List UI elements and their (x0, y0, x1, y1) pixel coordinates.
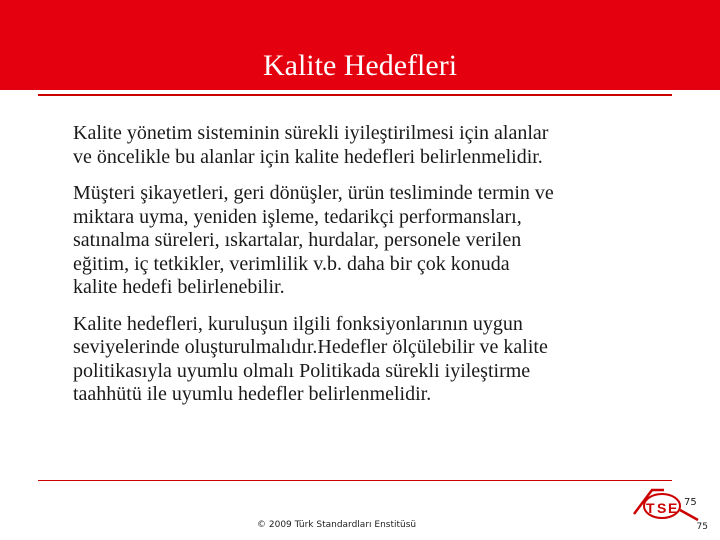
svg-text:T: T (646, 500, 655, 516)
paragraph-3: Kalite hedefleri, kuruluşun ilgili fonksiyonlarının uygun seviyelerinde oluşturulmalıdır.Hedefler ölçülebilir ve kalite politikasıyla uyumlu olmalı Politikada sürekli iyileştirme taahhütü ile uyumlu hedefler belirlenmelidir. (73, 312, 548, 405)
footer-divider (38, 480, 672, 481)
logo-number: 75 (684, 497, 697, 508)
title-divider (38, 94, 672, 96)
copyright-text: © 2009 Türk Standardları Enstitüsü (257, 520, 417, 530)
paragraph-2: Müşteri şikayetleri, geri dönüşler, ürün tesliminde termin ve miktara uyma, yeniden işleme, tedarikçi performansları, satınalma süreleri, ıskartalar, hurdalar, personele verilen eğitim, iç tetkikler, verimlilik v.b. daha bir çok konuda kalite hedefi belirlenebilir. (73, 182, 554, 298)
title-banner (0, 0, 720, 90)
svg-text:E: E (668, 500, 678, 516)
slide-title: Kalite Hedefleri (262, 49, 458, 82)
page-number: 75 (696, 522, 708, 532)
slide-body (73, 122, 683, 420)
paragraph-1: Kalite yönetim sisteminin sürekli iyileştirilmesi için alanlar ve öncelikle bu alanlar için kalite hedefleri belirlenmelidir. (73, 122, 549, 168)
svg-text:S: S (657, 500, 667, 516)
